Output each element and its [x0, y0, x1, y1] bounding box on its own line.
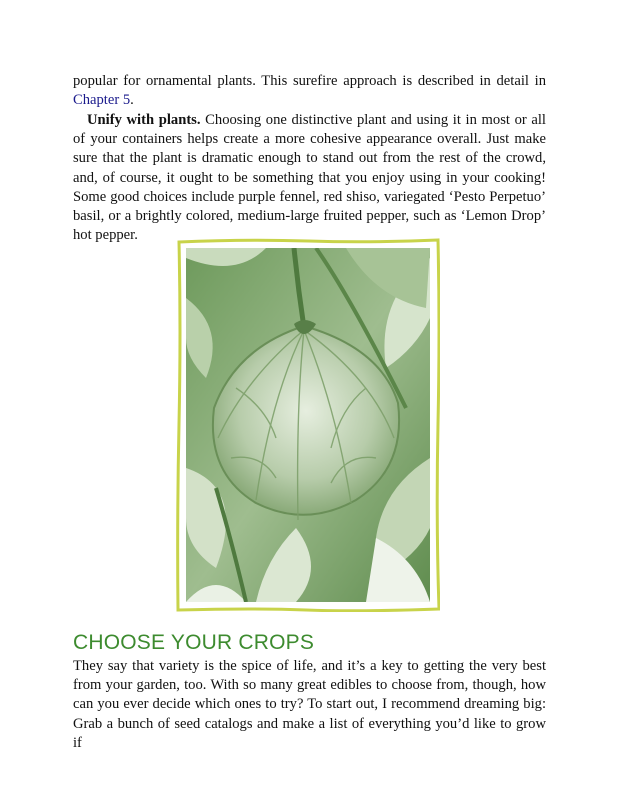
paragraph-crops-text: They say that variety is the spice of life, and it’s a key to getting the very best from your garden, too. With so many great edibles to choose from, though, how can you ever decide which ones to try? To start out, I recommend dreaming big: Grab a bunch of seed catalogs and make a list of everything you’d like to grow if — [73, 658, 546, 751]
paragraph-crops — [73, 657, 546, 753]
section-heading: CHOOSE YOUR CROPS — [73, 631, 315, 654]
paragraph-unify-text: Choosing one distinctive plant and using it in most or all of your containers helps create a more cohesive appearance overall. Just make sure that the plant is dramatic enough to stand out from the rest of the crowd, and, of course, it ought to be something that you enjoy using in your cooking! Some good choices include purple fennel, red shiso, variegated ‘Pesto Perpetuo’ basil, or a brightly colored, medium-large fruited pepper, such as ‘Lemon Drop’ hot pepper. — [73, 112, 546, 244]
tomatillo-photo — [176, 238, 440, 612]
paragraph-intro-text: popular for ornamental plants. This surefire approach is described in detail in — [73, 73, 546, 89]
paragraph-unify-lead: Unify with plants. — [87, 112, 201, 128]
paragraph-intro — [73, 72, 546, 110]
paragraph-intro-end: . — [130, 92, 134, 109]
paragraph-unify — [73, 111, 546, 245]
chapter-5-link[interactable]: Chapter 5 — [73, 92, 131, 109]
